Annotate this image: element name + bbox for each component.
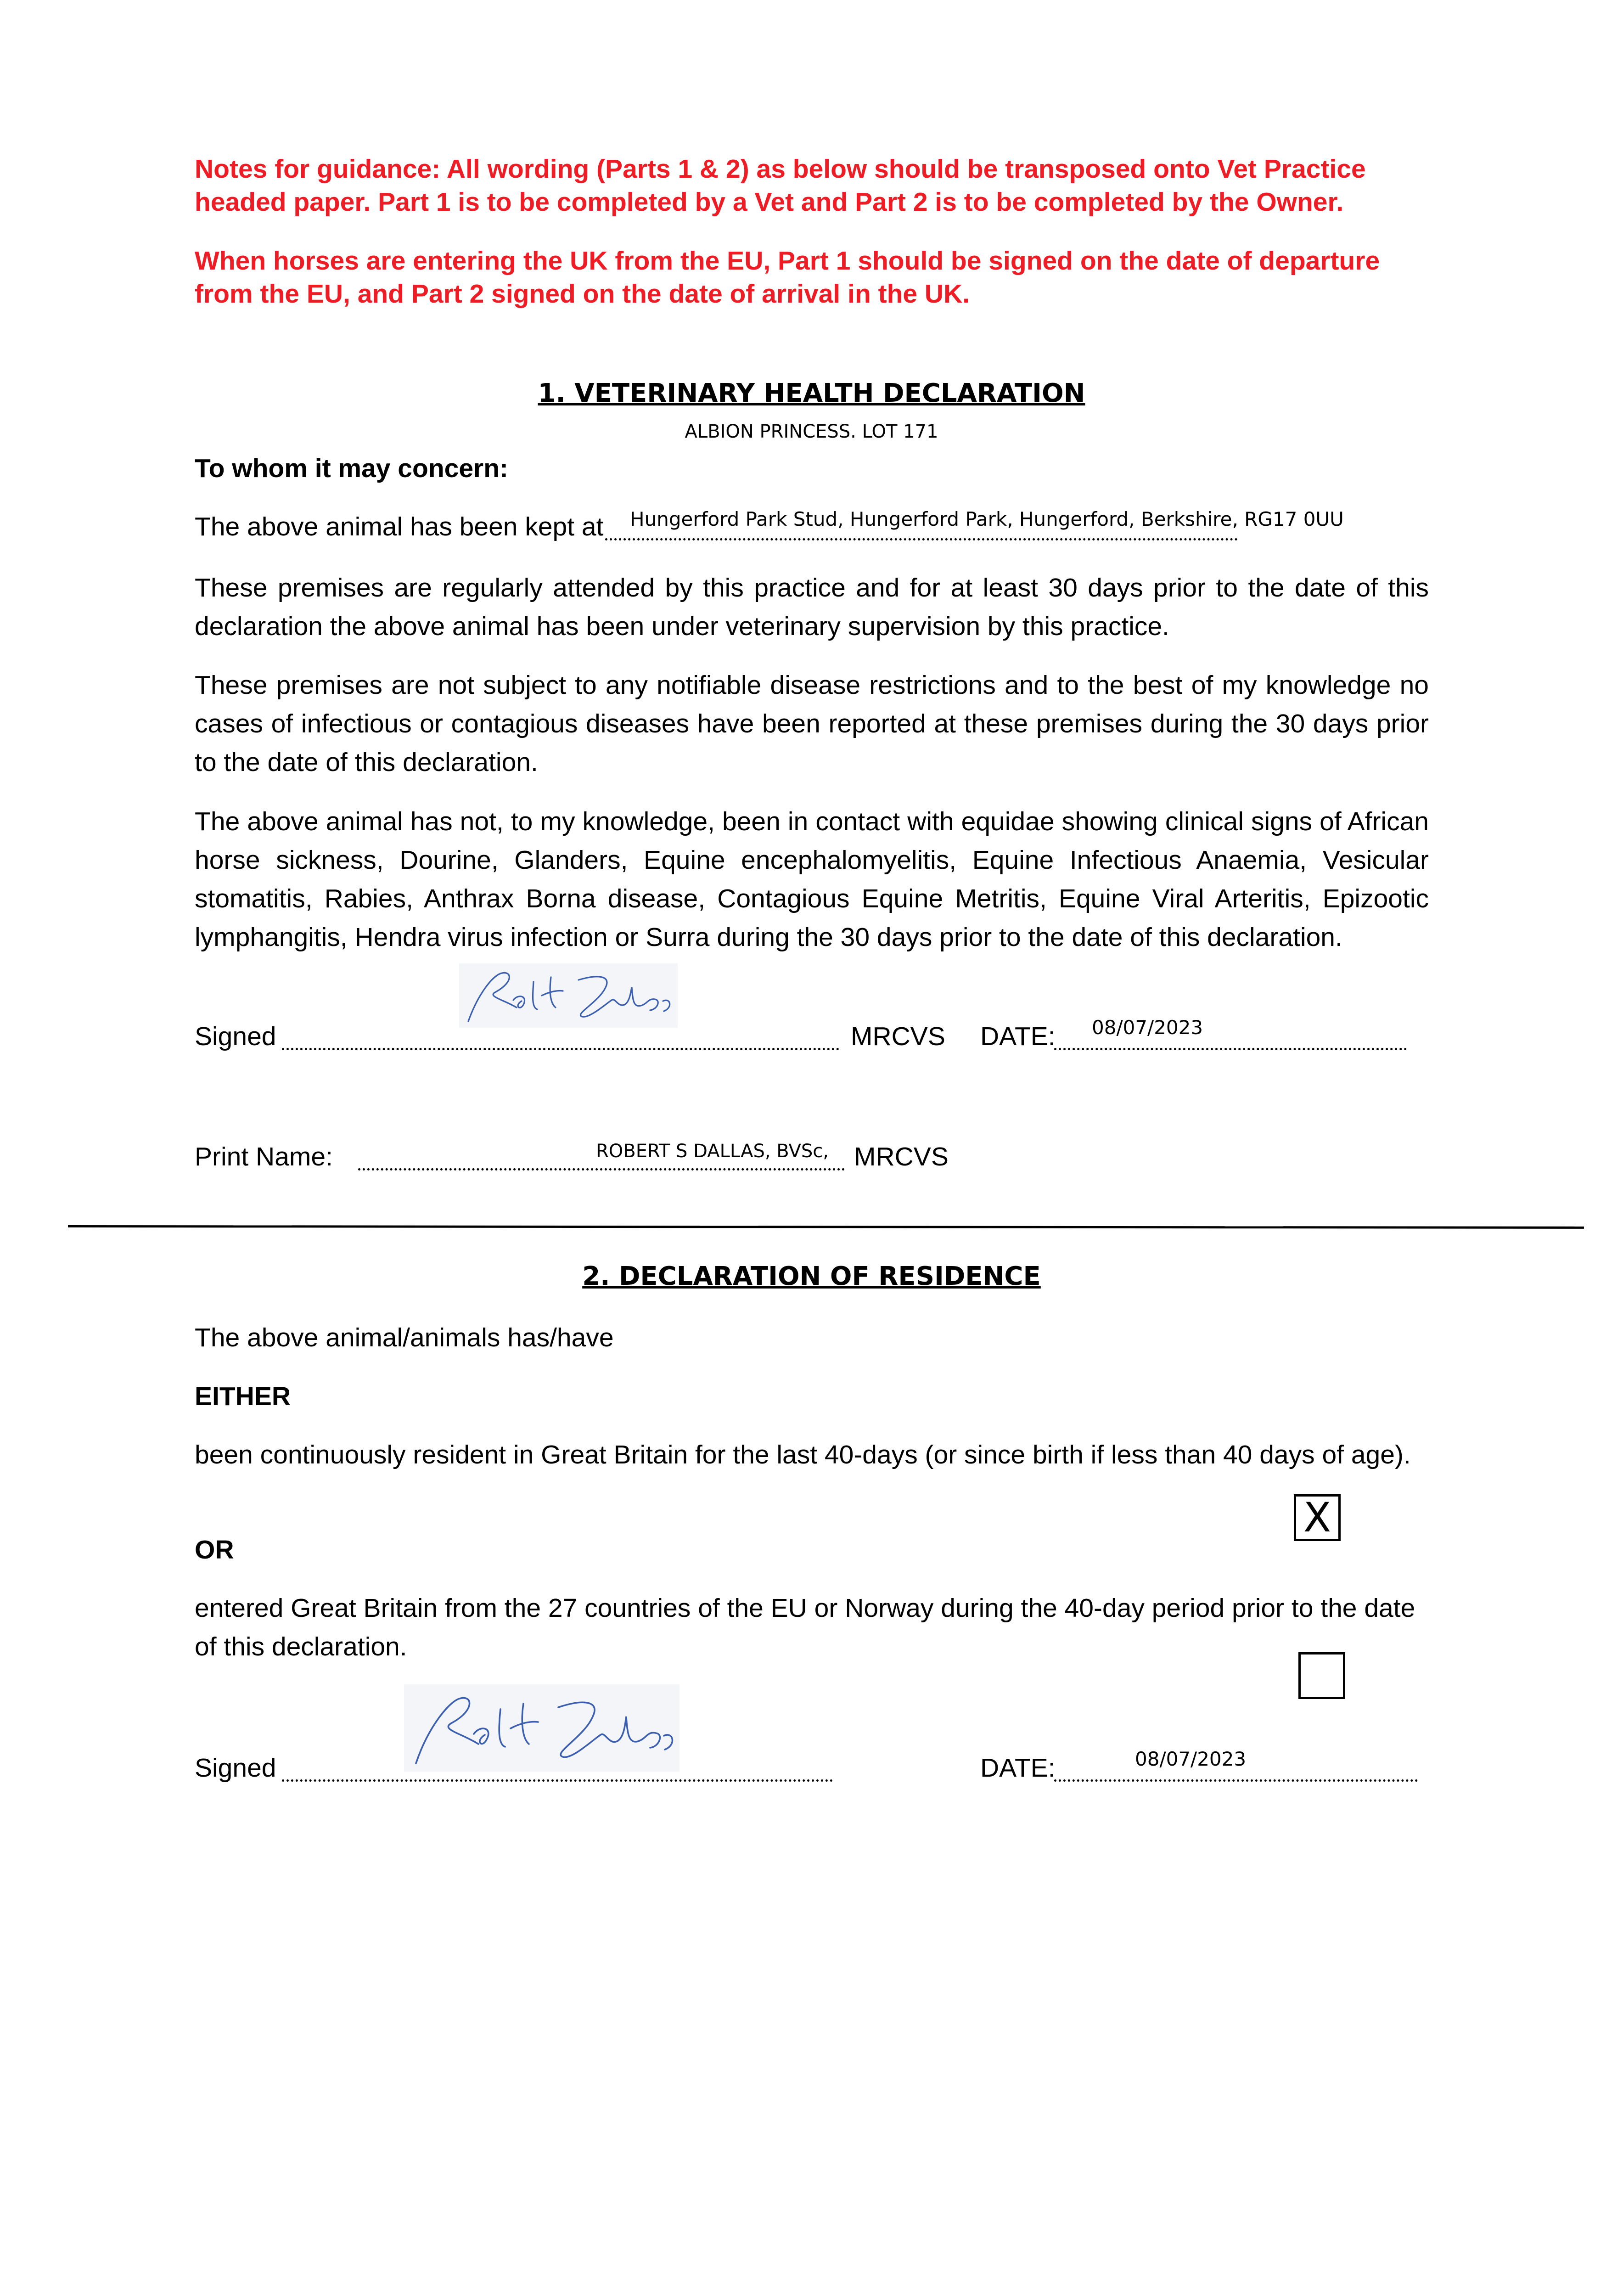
- part2-signature[interactable]: [404, 1684, 680, 1772]
- part2-heading: 2. DECLARATION OF RESIDENCE: [582, 1261, 1041, 1291]
- print-name-value[interactable]: ROBERT S DALLAS, BVSc,: [596, 1141, 829, 1162]
- part1-date-value[interactable]: 08/07/2023: [1092, 1016, 1203, 1039]
- salutation: To whom it may concern:: [195, 454, 509, 483]
- part2-signature-image: [404, 1684, 680, 1772]
- guidance-note-1: Notes for guidance: All wording (Parts 1 & 2) as below should be transposed onto Vet Practice headed paper. Part 1 is to be completed by a Vet and Part 2 is to be completed by the Owner.: [195, 154, 1366, 217]
- para-supervision: These premises are regularly attended by this practice and for at least 30 days prior to the date of this declaration the above animal has been under veterinary supervision by this practice.: [195, 573, 1429, 641]
- kept-at-dotted-line: [605, 538, 1238, 540]
- part2-signed-dotted-line: [282, 1779, 833, 1782]
- part1-signature-image: [459, 963, 678, 1028]
- option1-text: been continuously resident in Great Britain for the last 40-days (or since birth if less than 40 days of age).: [195, 1440, 1411, 1469]
- part1-date-dotted-line: [1054, 1048, 1407, 1050]
- guidance-note-2: When horses are entering the UK from the EU, Part 1 should be signed on the date of departure from the EU, and Part 2 signed on the date of arrival in the UK.: [195, 246, 1380, 309]
- print-name-suffix: MRCVS: [854, 1142, 949, 1171]
- part2-date-dotted-line: [1054, 1779, 1418, 1782]
- part1-signature[interactable]: [459, 963, 678, 1028]
- print-name-label: Print Name:: [195, 1142, 333, 1171]
- or-label: OR: [195, 1535, 234, 1564]
- part1-date-label: DATE:: [980, 1022, 1056, 1051]
- kept-at-label: The above animal has been kept at: [195, 512, 604, 541]
- section-divider: [68, 1225, 1584, 1229]
- part2-date-value[interactable]: 08/07/2023: [1135, 1748, 1247, 1770]
- para-restrictions: These premises are not subject to any notifiable disease restrictions and to the best of my knowledge no cases of infectious or contagious diseases have been reported at these premises during the 30 days prior to the date of this declaration.: [195, 670, 1429, 777]
- option2-checkbox[interactable]: [1298, 1652, 1345, 1699]
- print-name-dotted-line: [358, 1168, 845, 1171]
- part1-signed-label: Signed: [195, 1022, 276, 1051]
- option1-checkbox[interactable]: X: [1294, 1494, 1341, 1541]
- para-contact: The above animal has not, to my knowledge, been in contact with equidae showing clinical signs of African horse sickness, Dourine, Glanders, Equine encephalomyelitis, Equine Infectious Anaemia, Vesicular stomatitis, Rabies, Anthrax Borna disease, Contagious Equine Metritis, Equine Viral Arteritis, Epizootic lymphangitis, Hendra virus infection or Surra during the 30 days prior to the date of this declaration.: [195, 807, 1429, 952]
- kept-at-value[interactable]: Hungerford Park Stud, Hungerford Park, Hungerford, Berkshire, RG17 0UU: [630, 508, 1344, 530]
- part2-intro: The above animal/animals has/have: [195, 1323, 614, 1352]
- part2-signed-label: Signed: [195, 1753, 276, 1783]
- part1-mrcvs: MRCVS: [851, 1022, 945, 1051]
- part1-heading: 1. VETERINARY HEALTH DECLARATION: [538, 378, 1085, 408]
- part1-signed-dotted-line: [282, 1048, 839, 1050]
- either-label: EITHER: [195, 1382, 291, 1411]
- option2-text: entered Great Britain from the 27 countries of the EU or Norway during the 40-day period prior to the date of this declaration.: [195, 1593, 1415, 1661]
- part2-date-label: DATE:: [980, 1753, 1056, 1783]
- animal-name: ALBION PRINCESS. LOT 171: [685, 421, 938, 442]
